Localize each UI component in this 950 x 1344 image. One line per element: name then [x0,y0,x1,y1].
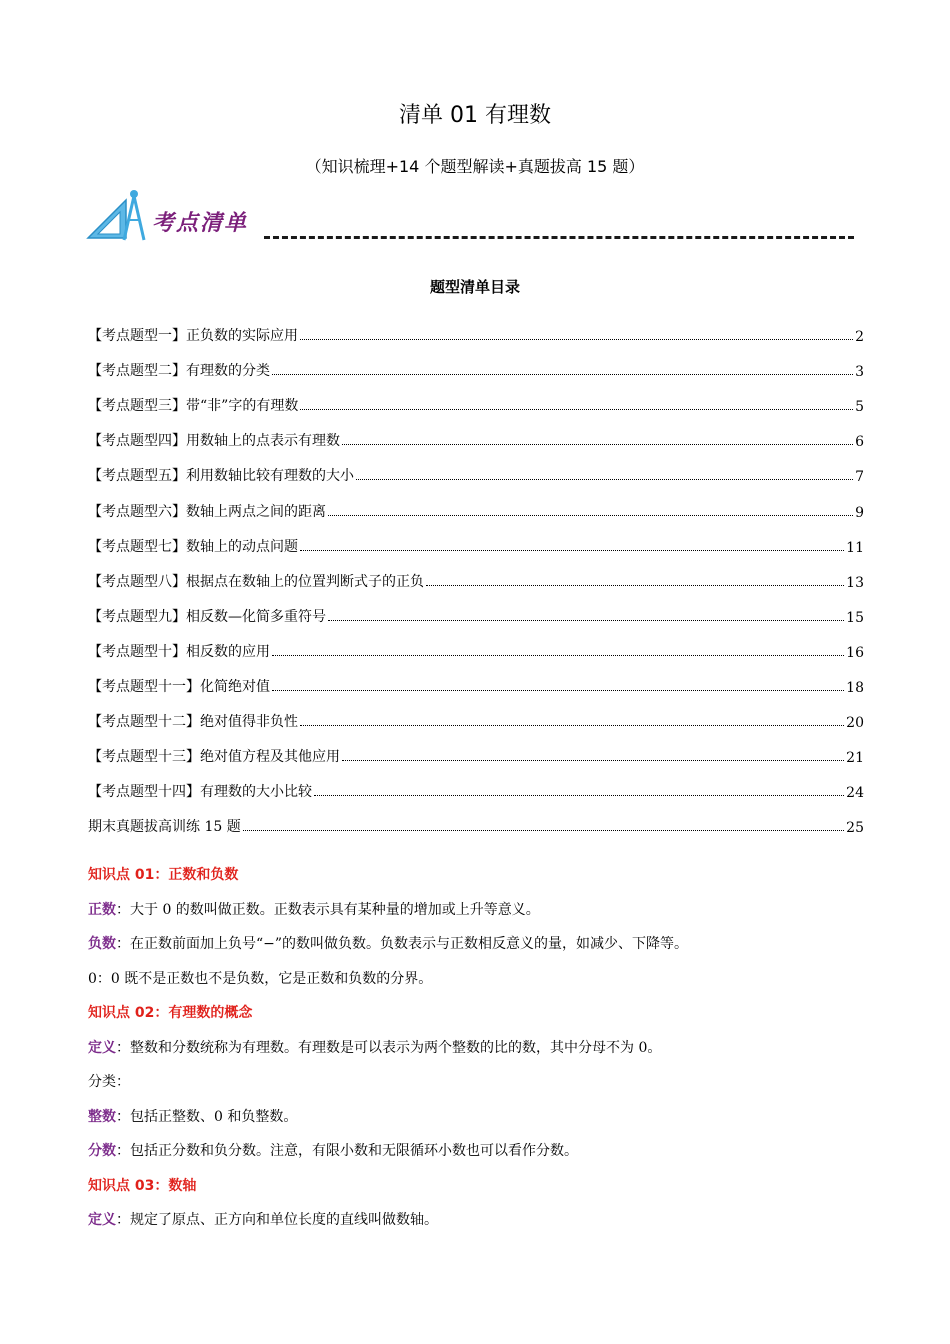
toc-item[interactable] [88,801,864,836]
term-label: 负数 [88,936,116,952]
toc-item-label: 【考点题型三】带“非”字的有理数 [88,398,299,415]
section-heading: 知识点 03：数轴 [88,1177,197,1194]
toc-item-page: 20 [846,715,864,732]
toc-item-page: 16 [846,644,864,661]
toc-leader-dots [300,409,853,410]
toc-item[interactable] [88,591,864,626]
toc-leader-dots [300,339,853,340]
toc-item-label: 【考点题型十三】绝对值方程及其他应用 [88,749,340,766]
toc-item-label: 【考点题型八】根据点在数轴上的位置判断式子的正负 [88,573,424,590]
section-heading: 知识点 02：有理数的概念 [88,1005,253,1021]
toc-item-page: 9 [855,504,864,521]
term-label: 正数 [88,901,116,918]
toc-item-page: 5 [855,399,864,416]
banner-divider [264,236,854,239]
paragraph-text: 0：0 既不是正数也不是负数，它是正数和负数的分界。 [88,970,433,987]
toc-item-page: 24 [846,785,864,802]
term-label: 整数 [88,1108,116,1125]
term-label: 定义 [88,1212,116,1228]
toc-item[interactable] [88,485,864,520]
toc-item-page: 25 [846,820,864,837]
toc-item-label: 【考点题型十一】化简绝对值 [88,679,270,696]
term-label: 分数 [88,1143,116,1159]
toc-item-page: 13 [846,574,864,591]
toc-item-page: 3 [855,364,864,381]
toc-item-page: 6 [855,434,864,451]
toc-leader-dots [272,374,853,375]
toc-item-label: 【考点题型一】正负数的实际应用 [88,328,298,345]
toc-leader-dots [342,760,844,761]
toc-leader-dots [328,515,853,516]
toc-item[interactable] [88,661,864,696]
paragraph [88,893,864,928]
toc-leader-dots [342,444,853,445]
toc-item[interactable] [88,626,864,661]
toc-item[interactable] [88,696,864,731]
knowledge-sections [88,858,864,1238]
section-heading: 知识点 01：正数和负数 [88,867,239,883]
toc-item[interactable] [88,556,864,591]
toc-leader-dots [272,690,844,691]
toc-item-label: 【考点题型九】相反数—化简多重符号 [88,608,326,625]
paragraph [88,1031,864,1066]
toc-leader-dots [300,725,844,726]
term-label: 定义 [88,1039,116,1056]
toc-leader-dots [356,479,853,480]
toc-item-label: 期末真题拔高训练 15 题 [88,819,241,836]
toc-item-label: 【考点题型十二】绝对值得非负性 [88,714,298,731]
toc-item-label: 【考点题型二】有理数的分类 [88,363,270,380]
section-banner [86,186,856,246]
toc-leader-dots [328,620,844,621]
paragraph [88,1203,864,1238]
toc-item-page: 11 [846,539,864,556]
paragraph-text: ：大于 0 的数叫做正数。正数表示具有某种量的增加或上升等意义。 [116,901,540,918]
paragraph [88,1065,864,1100]
table-of-contents [88,310,864,836]
paragraph [88,927,864,962]
toc-item-page: 2 [855,329,864,346]
toc-item[interactable] [88,766,864,801]
toc-item-label: 【考点题型六】数轴上两点之间的距离 [88,503,326,520]
paragraph [88,1134,864,1169]
toc-item[interactable] [88,345,864,380]
ruler-compass-icon [86,186,150,244]
toc-item[interactable] [88,521,864,556]
page-title: 清单 01 有理数 [399,103,551,128]
paragraph-text: ：包括正分数和负分数。注意，有限小数和无限循环小数也可以看作分数。 [116,1143,578,1159]
paragraph-text: ：在正数前面加上负号“−”的数叫做负数。负数表示与正数相反意义的量，如减少、下降等。 [116,936,689,952]
toc-item[interactable] [88,310,864,345]
toc-item-page: 15 [846,609,864,626]
toc-item-label: 【考点题型十】相反数的应用 [88,643,270,660]
toc-leader-dots [426,585,844,586]
toc-leader-dots [272,655,844,656]
banner-title: 考点清单 [152,210,249,236]
toc-item-label: 【考点题型十四】有理数的大小比较 [88,784,312,801]
toc-item-label: 【考点题型四】用数轴上的点表示有理数 [88,433,340,450]
paragraph-text: ：规定了原点、正方向和单位长度的直线叫做数轴。 [116,1212,438,1228]
toc-item-label: 【考点题型五】利用数轴比较有理数的大小 [88,468,354,485]
toc-item-page: 21 [846,750,864,767]
toc-item-page: 18 [846,680,864,697]
toc-item-label: 【考点题型七】数轴上的动点问题 [88,538,298,555]
toc-item[interactable] [88,731,864,766]
toc-item[interactable] [88,450,864,485]
toc-leader-dots [314,795,844,796]
toc-title: 题型清单目录 [429,278,520,296]
toc-leader-dots [300,550,844,551]
page-subtitle: （知识梳理+14 个题型解读+真题拔高 15 题） [305,157,645,176]
paragraph-text: ：包括正整数、0 和负整数。 [116,1108,298,1125]
toc-leader-dots [243,830,844,831]
paragraph-text: 分类： [88,1074,130,1090]
toc-item[interactable] [88,380,864,415]
toc-item[interactable] [88,415,864,450]
paragraph-text: ：整数和分数统称为有理数。有理数是可以表示为两个整数的比的数，其中分母不为 0。 [116,1039,662,1056]
paragraph [88,962,864,997]
paragraph [88,1100,864,1135]
toc-item-page: 7 [855,469,864,486]
